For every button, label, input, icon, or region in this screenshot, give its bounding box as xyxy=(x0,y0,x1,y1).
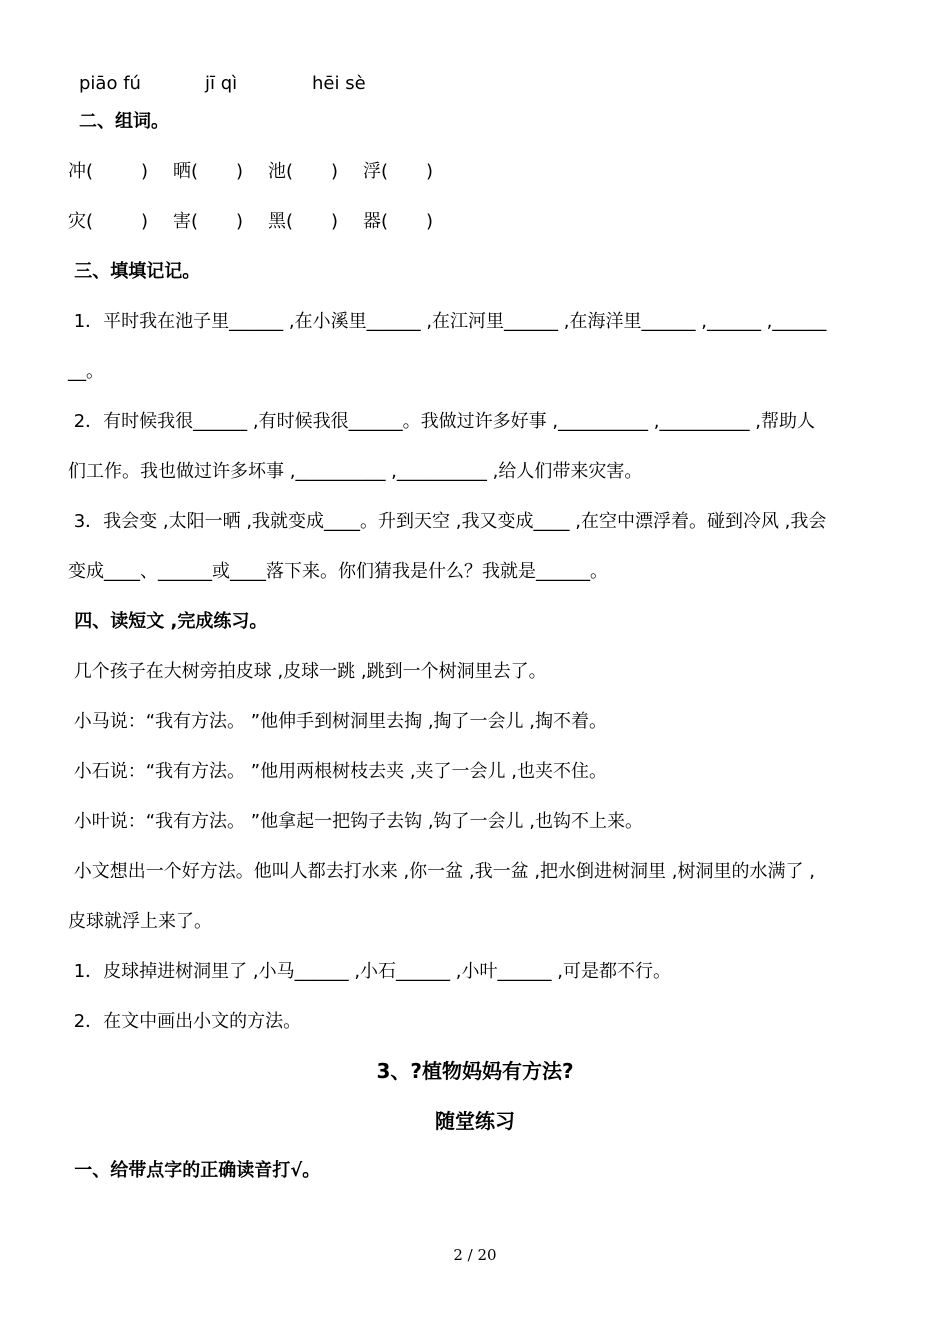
word-cell: 冲( xyxy=(68,161,94,182)
question-line: 1．平时我在池子里______ ,在小溪里______ ,在江河里______ ,在海洋里______ ,______ ,______ xyxy=(68,311,827,332)
section-3-title: 三、填填记记。 xyxy=(68,261,201,282)
word-cell: ) xyxy=(331,161,339,182)
passage-paragraph: 小石说：“我有方法。 ”他用两根树枝去夹 ,夹了一会儿 ,也夹不住。 xyxy=(68,761,607,782)
passage-paragraph: 小马说：“我有方法。 ”他伸手到树洞里去掏 ,掏了一会儿 ,掏不着。 xyxy=(68,711,607,732)
word-cell: 害( xyxy=(173,211,199,232)
lesson-title: 3、?植物妈妈有方法? xyxy=(376,1059,574,1083)
word-cell: ) xyxy=(236,161,244,182)
question-line: 们工作。我也做过许多坏事 ,__________ ,__________ ,给人们带来灾害。 xyxy=(68,461,643,482)
word-cell: 黑( xyxy=(268,211,294,232)
section-4-title: 四、读短文 ,完成练习。 xyxy=(68,611,268,632)
section-2-title: 二、组词。 xyxy=(79,111,169,132)
word-cell: ) xyxy=(141,211,149,232)
word-cell: ) xyxy=(426,161,434,182)
pinyin-item: hēi sè xyxy=(312,73,366,94)
question-line: 变成____、______或____落下来。你们猜我是什么？我就是______。 xyxy=(68,561,608,582)
passage-paragraph: 皮球就浮上来了。 xyxy=(68,911,212,932)
word-cell: 灾( xyxy=(68,211,94,232)
word-cell: 浮( xyxy=(363,161,389,182)
pinyin-item: jī qì xyxy=(205,73,238,94)
passage-paragraph: 几个孩子在大树旁拍皮球 ,皮球一跳 ,跳到一个树洞里去了。 xyxy=(68,661,547,682)
question-line: __。 xyxy=(68,361,104,382)
word-cell: ) xyxy=(426,211,434,232)
lesson-subtitle: 随堂练习 xyxy=(435,1109,515,1133)
question-line: 2．有时候我很______ ,有时候我很______。我做过许多好事 ,__________ ,__________ ,帮助人 xyxy=(68,411,815,432)
passage-paragraph: 小叶说：“我有方法。 ”他拿起一把钩子去钩 ,钩了一会儿 ,也钩不上来。 xyxy=(68,811,643,832)
word-cell: ) xyxy=(331,211,339,232)
page-number: 2 / 20 xyxy=(453,1246,497,1264)
word-cell: 池( xyxy=(268,161,294,182)
question-line: 2．在文中画出小文的方法。 xyxy=(68,1011,302,1032)
question-line: 1．皮球掉进树洞里了 ,小马______ ,小石______ ,小叶______ ,可是都不行。 xyxy=(68,961,671,982)
pinyin-item: piāo fú xyxy=(79,73,141,94)
passage-paragraph: 小文想出一个好方法。他叫人都去打水来 ,你一盆 ,我一盆 ,把水倒进树洞里 ,树洞里的水满了 , xyxy=(68,861,815,882)
word-cell: 晒( xyxy=(173,161,199,182)
word-cell: ) xyxy=(141,161,149,182)
question-line: 3．我会变 ,太阳一晒 ,我就变成____。升到天空 ,我又变成____ ,在空中漂浮着。碰到冷风 ,我会 xyxy=(68,511,827,532)
word-cell: 器( xyxy=(363,211,389,232)
word-cell: ) xyxy=(236,211,244,232)
section-1-title: 一、给带点字的正确读音打√。 xyxy=(68,1160,321,1181)
